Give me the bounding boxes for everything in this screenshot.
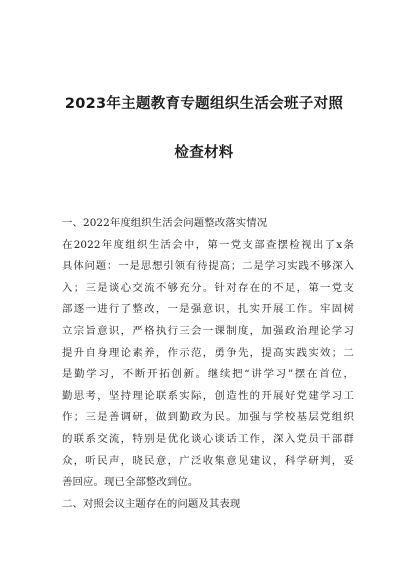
document-body — [62, 213, 354, 515]
document-title-line-1: 2023年主题教育专题组织生活会班子对照 — [64, 96, 344, 112]
paragraph-line: 的联系交流，特别是优化谈心谈话工作，深入党员干部群 — [62, 432, 354, 445]
paragraph-line: 作；三是善调研，做到勤政为民。加强与学校基层党组织 — [62, 411, 354, 424]
document-title-line-2: 检查材料 — [174, 145, 234, 161]
paragraph-line: 是勤学习，不断开拓创新。继续把“讲学习”摆在首位， — [62, 368, 354, 381]
paragraph-line: 立宗旨意识，严格执行三会一课制度，加强政治理论学习 — [62, 324, 354, 337]
paragraph-line: 在2022年度组织生活会中，第一党支部查摆检视出了x条 — [62, 238, 354, 251]
paragraph-line: 入；三是谈心交流不够充分。针对存在的不足，第一党支 — [62, 281, 354, 294]
paragraph-line: 提升自身理论素养，作示范，勇争先，提高实践实效；二 — [62, 346, 354, 359]
section-2-heading: 二、对照会议主题存在的问题及其表现 — [62, 497, 241, 510]
section-1-heading: 一、2022年度组织生活会问题整改落实情况 — [62, 217, 268, 229]
paragraph-line: 众，听民声，晓民意，广泛收集意见建议，科学研判，妥 — [62, 454, 354, 467]
paragraph-line: 部逐一进行了整改，一是强意识，扎实开展工作。牢固树 — [62, 303, 354, 316]
paragraph-line: 善回应。现已全部整改到位。 — [62, 476, 199, 489]
paragraph-line: 勤思考，坚持理论联系实际，创造性的开展好党建学习工 — [62, 389, 354, 402]
paragraph-line: 具体问题：一是思想引领有待提高；二是学习实践不够深入 — [62, 260, 354, 273]
